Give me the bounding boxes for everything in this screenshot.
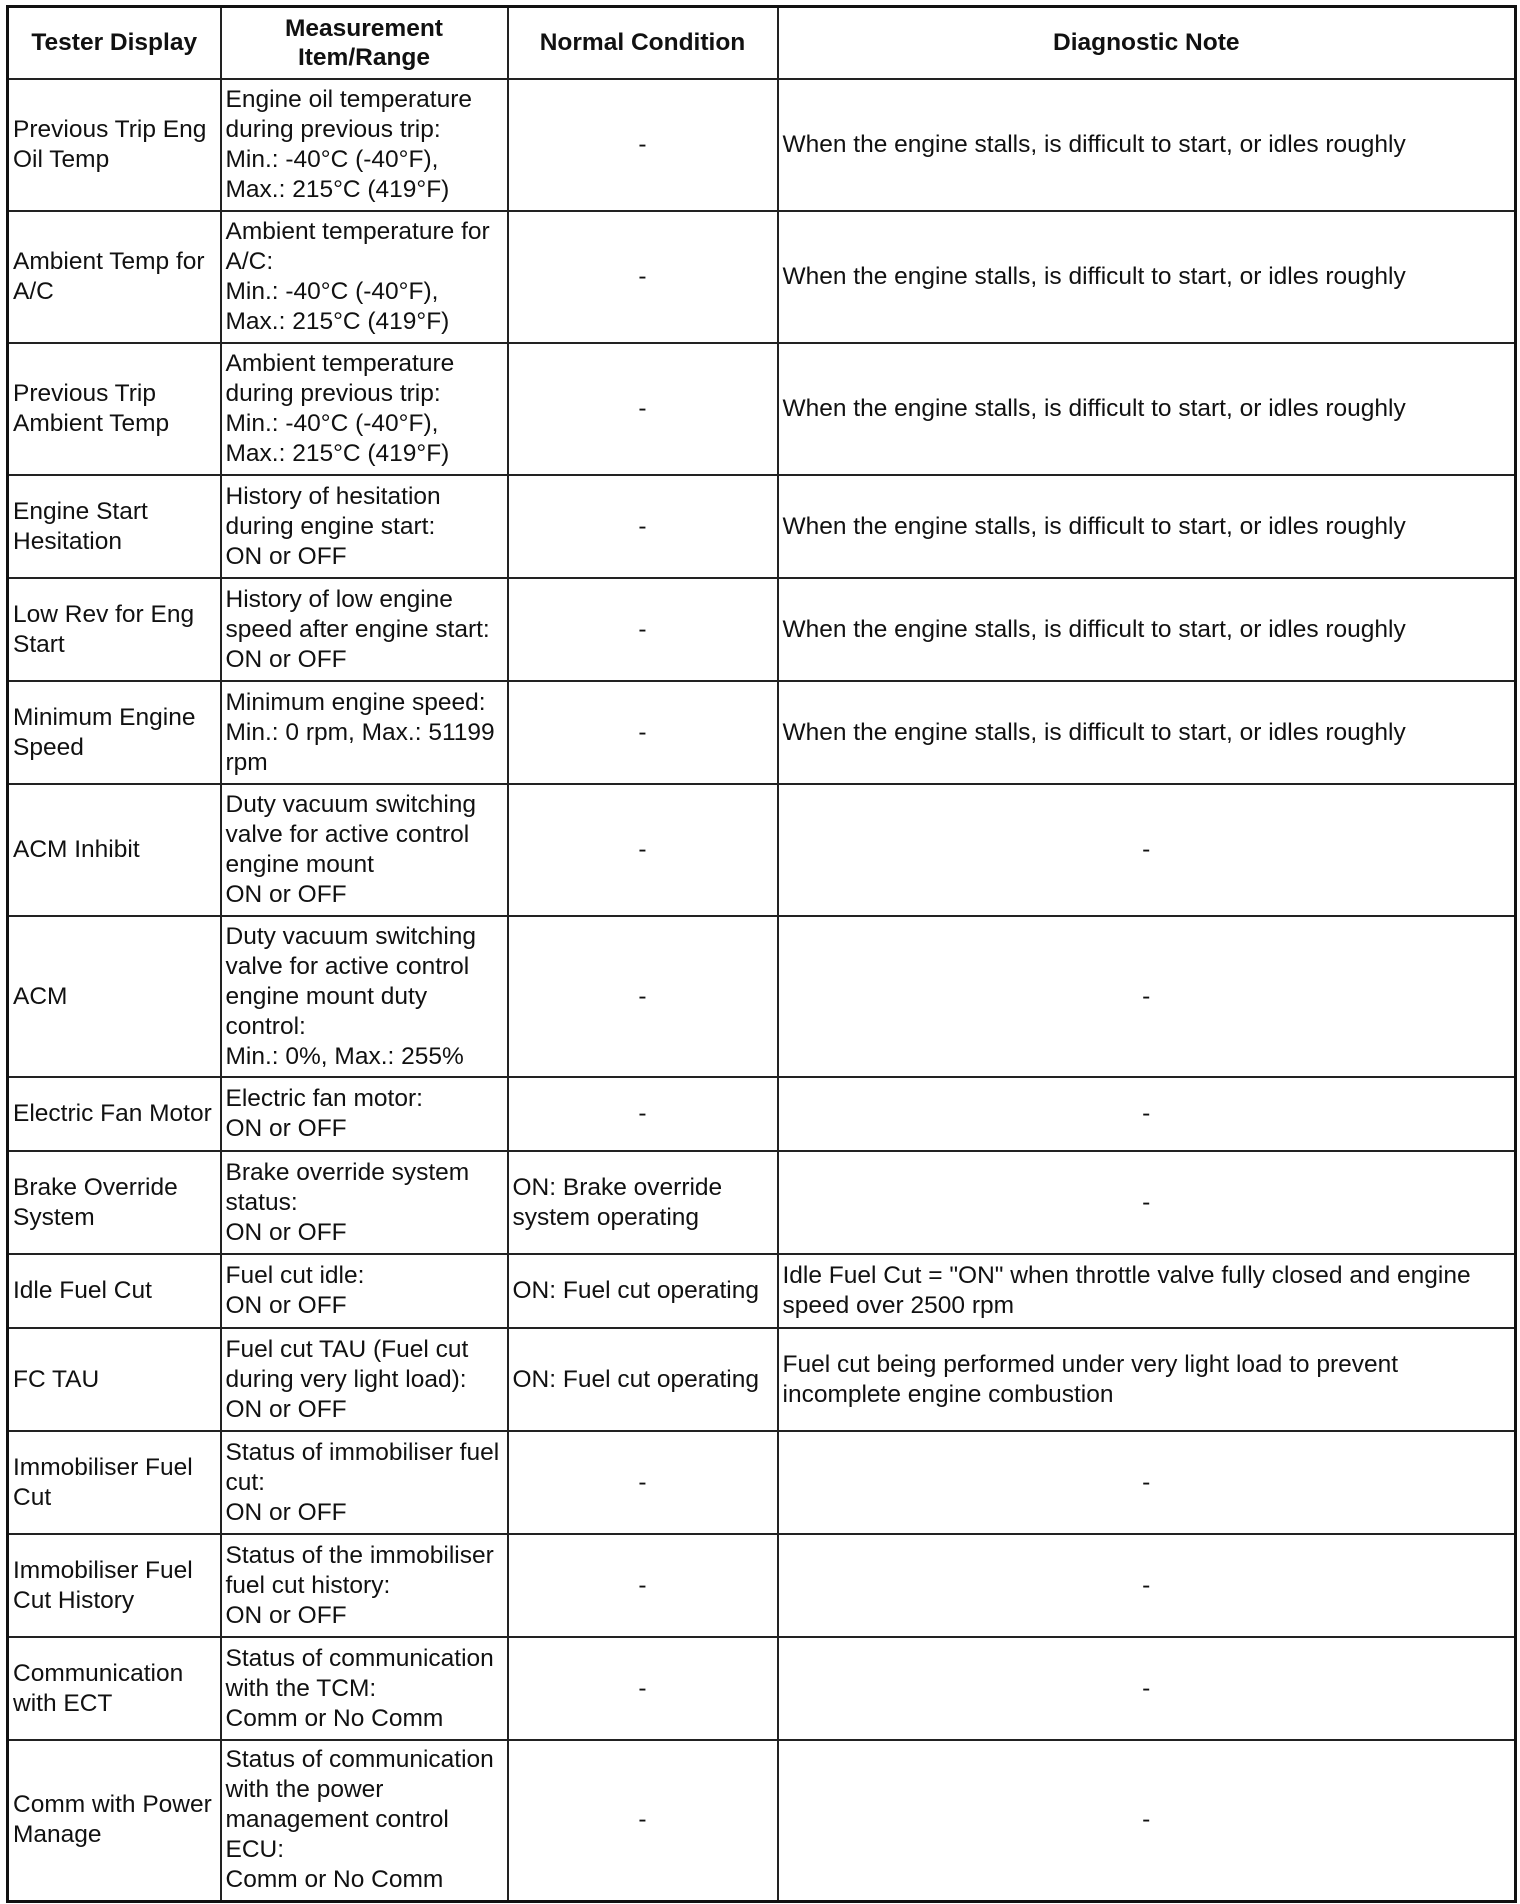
cell-diagnostic-note: When the engine stalls, is difficult to start, or idles roughly xyxy=(778,211,1516,343)
cell-normal-condition: - xyxy=(508,1637,778,1740)
cell-diagnostic-note: - xyxy=(778,916,1516,1077)
cell-normal-condition: - xyxy=(508,343,778,475)
cell-tester-display: Engine Start Hesitation xyxy=(8,475,221,578)
cell-measurement: Status of immobiliser fuel cut: ON or OFF xyxy=(221,1431,508,1534)
table-row xyxy=(8,1740,1516,1901)
table-row xyxy=(8,211,1516,343)
cell-tester-display: Communication with ECT xyxy=(8,1637,221,1740)
cell-normal-condition: - xyxy=(508,79,778,211)
cell-normal-condition: - xyxy=(508,1534,778,1637)
cell-measurement: Duty vacuum switching valve for active control engine mount ON or OFF xyxy=(221,784,508,916)
cell-diagnostic-note: When the engine stalls, is difficult to start, or idles roughly xyxy=(778,343,1516,475)
cell-measurement: Ambient temperature for A/C: Min.: -40°C (-40°F), Max.: 215°C (419°F) xyxy=(221,211,508,343)
cell-measurement: Duty vacuum switching valve for active control engine mount duty control: Min.: 0%, Max.: 255% xyxy=(221,916,508,1077)
cell-diagnostic-note: - xyxy=(778,1637,1516,1740)
cell-tester-display: Brake Override System xyxy=(8,1151,221,1254)
cell-normal-condition: - xyxy=(508,578,778,681)
cell-tester-display: Previous Trip Ambient Temp xyxy=(8,343,221,475)
cell-measurement: Status of the immobiliser fuel cut history: ON or OFF xyxy=(221,1534,508,1637)
header-measurement: Measurement Item/Range xyxy=(221,7,508,80)
table-row xyxy=(8,1431,1516,1534)
cell-diagnostic-note: When the engine stalls, is difficult to start, or idles roughly xyxy=(778,578,1516,681)
table-row xyxy=(8,343,1516,475)
cell-normal-condition: - xyxy=(508,1431,778,1534)
cell-normal-condition: - xyxy=(508,681,778,784)
table-row xyxy=(8,784,1516,916)
cell-tester-display: Minimum Engine Speed xyxy=(8,681,221,784)
cell-diagnostic-note: When the engine stalls, is difficult to start, or idles roughly xyxy=(778,681,1516,784)
cell-measurement: Fuel cut TAU (Fuel cut during very light load): ON or OFF xyxy=(221,1328,508,1431)
cell-measurement: Engine oil temperature during previous trip: Min.: -40°C (-40°F), Max.: 215°C (419°F) xyxy=(221,79,508,211)
cell-measurement: Ambient temperature during previous trip: Min.: -40°C (-40°F), Max.: 215°C (419°F) xyxy=(221,343,508,475)
table-row xyxy=(8,1151,1516,1254)
cell-tester-display: Comm with Power Manage xyxy=(8,1740,221,1901)
table-row xyxy=(8,681,1516,784)
table-row xyxy=(8,1328,1516,1431)
cell-diagnostic-note: - xyxy=(778,1431,1516,1534)
header-row xyxy=(8,7,1516,80)
header-diagnostic-note: Diagnostic Note xyxy=(778,7,1516,80)
cell-normal-condition: ON: Brake override system operating xyxy=(508,1151,778,1254)
cell-diagnostic-note: Idle Fuel Cut = "ON" when throttle valve fully closed and engine speed over 2500 rpm xyxy=(778,1254,1516,1328)
cell-diagnostic-note: - xyxy=(778,784,1516,916)
cell-diagnostic-note: - xyxy=(778,1077,1516,1151)
cell-normal-condition: - xyxy=(508,1077,778,1151)
cell-measurement: Brake override system status: ON or OFF xyxy=(221,1151,508,1254)
cell-diagnostic-note: Fuel cut being performed under very light load to prevent incomplete engine combustion xyxy=(778,1328,1516,1431)
cell-normal-condition: - xyxy=(508,784,778,916)
cell-tester-display: Immobiliser Fuel Cut History xyxy=(8,1534,221,1637)
cell-diagnostic-note: When the engine stalls, is difficult to start, or idles roughly xyxy=(778,79,1516,211)
cell-tester-display: Previous Trip Eng Oil Temp xyxy=(8,79,221,211)
cell-normal-condition: ON: Fuel cut operating xyxy=(508,1328,778,1431)
table-row xyxy=(8,1637,1516,1740)
cell-measurement: Status of communication with the power management control ECU: Comm or No Comm xyxy=(221,1740,508,1901)
cell-tester-display: Idle Fuel Cut xyxy=(8,1254,221,1328)
cell-diagnostic-note: - xyxy=(778,1740,1516,1901)
table-row xyxy=(8,578,1516,681)
cell-tester-display: FC TAU xyxy=(8,1328,221,1431)
data-list-table xyxy=(6,5,1517,1903)
cell-tester-display: Ambient Temp for A/C xyxy=(8,211,221,343)
cell-measurement: History of hesitation during engine start: ON or OFF xyxy=(221,475,508,578)
cell-tester-display: Low Rev for Eng Start xyxy=(8,578,221,681)
cell-measurement: History of low engine speed after engine start: ON or OFF xyxy=(221,578,508,681)
table-row xyxy=(8,916,1516,1077)
cell-tester-display: ACM Inhibit xyxy=(8,784,221,916)
cell-normal-condition: - xyxy=(508,211,778,343)
table-row xyxy=(8,1534,1516,1637)
table-row xyxy=(8,475,1516,578)
cell-diagnostic-note: - xyxy=(778,1534,1516,1637)
table-row xyxy=(8,79,1516,211)
cell-tester-display: Immobiliser Fuel Cut xyxy=(8,1431,221,1534)
cell-tester-display: Electric Fan Motor xyxy=(8,1077,221,1151)
cell-normal-condition: - xyxy=(508,1740,778,1901)
cell-measurement: Electric fan motor: ON or OFF xyxy=(221,1077,508,1151)
header-tester-display: Tester Display xyxy=(8,7,221,80)
document xyxy=(6,5,1514,1903)
header-normal-condition: Normal Condition xyxy=(508,7,778,80)
table-row xyxy=(8,1077,1516,1151)
cell-tester-display: ACM xyxy=(8,916,221,1077)
cell-normal-condition: ON: Fuel cut operating xyxy=(508,1254,778,1328)
cell-measurement: Fuel cut idle: ON or OFF xyxy=(221,1254,508,1328)
cell-normal-condition: - xyxy=(508,475,778,578)
table-row xyxy=(8,1254,1516,1328)
cell-diagnostic-note: When the engine stalls, is difficult to start, or idles roughly xyxy=(778,475,1516,578)
cell-measurement: Status of communication with the TCM: Comm or No Comm xyxy=(221,1637,508,1740)
cell-measurement: Minimum engine speed: Min.: 0 rpm, Max.: 51199 rpm xyxy=(221,681,508,784)
cell-diagnostic-note: - xyxy=(778,1151,1516,1254)
cell-normal-condition: - xyxy=(508,916,778,1077)
